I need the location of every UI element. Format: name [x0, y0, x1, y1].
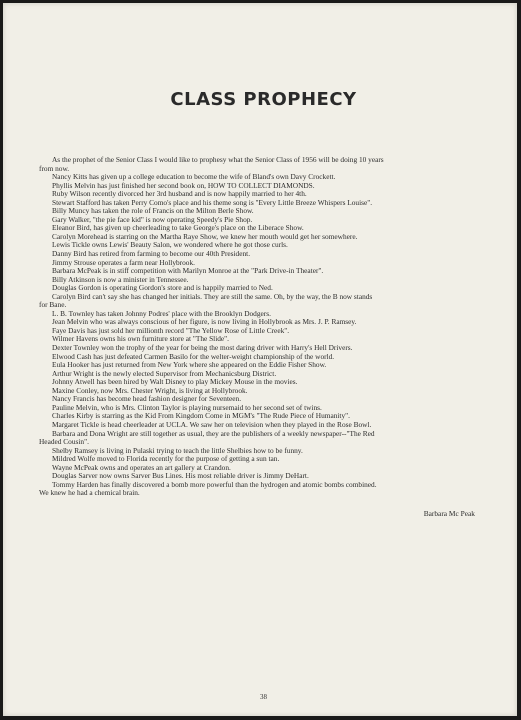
- text-line: Douglas Sarver now owns Sarver Bus Lines. His most reliable driver is Jimmy DeHart.: [52, 471, 309, 481]
- text-line: Lewis Tickle owns Lewis' Beauty Salon, we wondered where he got those curls.: [52, 240, 288, 250]
- text-line: Billy Atkinson is now a minister in Tennessee.: [52, 274, 189, 284]
- text-line: from now.: [39, 163, 70, 173]
- text-line: Arthur Wright is the newly elected Supervisor from Mechanicsburg District.: [52, 368, 277, 378]
- text-line: Barbara McPeak is in stiff competition with Marilyn Monroe at the "Park Drive-in Theater".: [52, 266, 324, 276]
- text-line: Shelby Ramsey is living in Pulaski trying to teach the little Shelbies how to be funny.: [52, 445, 303, 455]
- text-line: Jean Melvin who was always conscious of her figure, is now living in Hollybrook as Mrs. J. P. Ramsey.: [52, 317, 357, 327]
- text-line: for Bane.: [39, 300, 67, 310]
- text-line: Eula Hooker has just returned from New York where she appeared on the Eddie Fisher Show.: [52, 360, 327, 370]
- document-page: [3, 3, 517, 716]
- text-line: Nancy Kitts has given up a college education to become the wife of Bland's own Davy Crockett.: [52, 172, 336, 182]
- prophecy-text: [39, 156, 491, 498]
- text-line: Johnny Atwell has been hired by Walt Disney to play Mickey Mouse in the movies.: [52, 377, 298, 387]
- text-line: Margaret Tickle is head cheerleader at UCLA. We saw her on television when they played in the Rose Bowl.: [52, 419, 372, 429]
- text-line: Billy Muncy has taken the role of Francis on the Milton Berle Show.: [52, 206, 254, 216]
- text-line: We knew he had a chemical brain.: [39, 488, 140, 498]
- text-line: Elwood Cash has just defeated Carmen Basilo for the welter-weight championship of the world.: [52, 351, 335, 361]
- text-line: Barbara and Dona Wright are still together as usual, they are the publishers of a weekly newspaper--"The Red: [52, 428, 375, 438]
- text-line: Carolyn Morehead is starring on the Martha Raye Show, we knew her mouth would get her somewhere.: [52, 231, 358, 241]
- text-line: Carolyn Bird can't say she has changed her initials. They are still the same. Oh, by the way, the B now stands: [52, 291, 373, 301]
- text-line: Gary Walker, "the pie face kid" is now operating Speedy's Pie Shop.: [52, 214, 253, 224]
- text-line: As the prophet of the Senior Class I would like to prophesy what the Senior Class of 1956 will be doing 10 years: [52, 155, 384, 164]
- text-line: Mildred Wolfe moved to Florida recently for the purpose of getting a sun tan.: [52, 454, 280, 464]
- page-title: CLASS PROPHECY: [170, 89, 357, 110]
- text-line: Jimmy Strouse operates a farm near Hollybrook.: [52, 257, 195, 267]
- text-line: Eleanor Bird, has given up cheerleading to take George's place on the Liberace Show.: [52, 223, 304, 233]
- text-line: Wayne McPeak owns and operates an art gallery at Crandon.: [52, 462, 231, 472]
- text-line: Nancy Francis has become head fashion designer for Seventeen.: [52, 394, 242, 404]
- text-line: Faye Davis has just sold her millionth record "The Yellow Rose of Little Creek".: [52, 325, 290, 335]
- text-line: Douglas Gordon is operating Gordon's store and is happily married to Ned.: [52, 283, 273, 293]
- text-line: Phyllis Melvin has just finished her second book on, HOW TO COLLECT DIAMONDS.: [52, 180, 315, 190]
- text-line: Headed Cousin".: [39, 437, 89, 447]
- text-line: Ruby Wilson recently divorced her 3rd husband and is now happily married to her 4th.: [52, 189, 307, 199]
- text-line: L. B. Townley has taken Johnny Podres' place with the Brooklyn Dodgers.: [52, 308, 271, 318]
- text-line: Danny Bird has retired from farming to become our 40th President.: [52, 249, 251, 259]
- author-signature: Barbara Mc Peak: [423, 509, 475, 518]
- page-number: 38: [260, 693, 267, 701]
- text-line: Charles Kirby is starring as the Kid From Kingdom Come in MGM's "The Rude Piece of Humanity".: [52, 411, 350, 421]
- text-line: Stewart Stafford has taken Perry Como's place and his theme song is "Every Little Breeze Whispers Louise".: [52, 197, 373, 207]
- text-line: Pauline Melvin, who is Mrs. Clinton Taylor is playing nursemaid to her second set of twins.: [52, 402, 322, 412]
- text-line: Dexter Townley won the trophy of the year for being the most daring driver with Harry's Hell Drivers.: [52, 343, 353, 353]
- text-line: Wilmer Havens owns his own furniture store at "The Slide".: [52, 334, 230, 344]
- text-line: Tommy Harden has finally discovered a bomb more powerful than the hydrogen and atomic bombs combined.: [52, 479, 377, 489]
- text-line: Maxine Conley, now Mrs. Chester Wright, is living at Hollybrook.: [52, 385, 248, 395]
